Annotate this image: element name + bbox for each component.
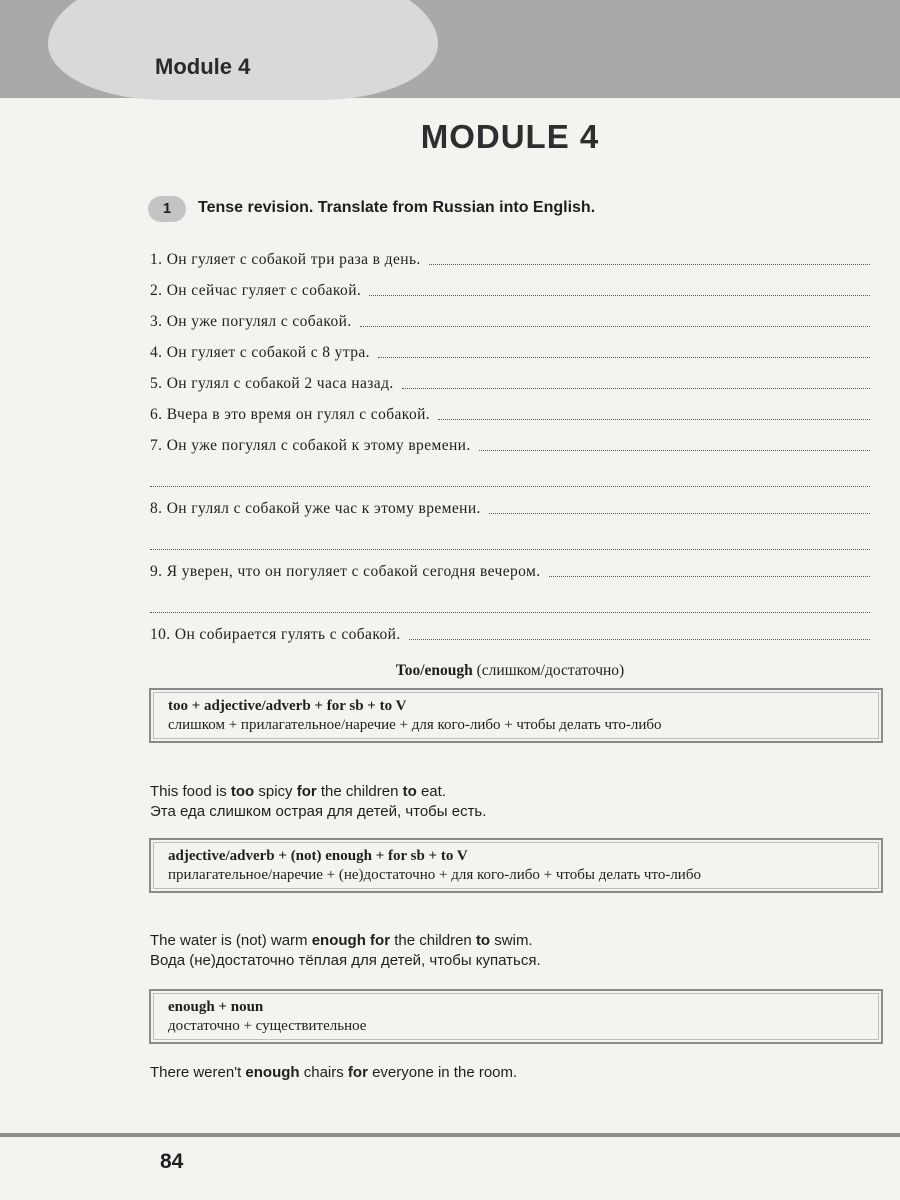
exercise-item: 8. Он гулял с собакой уже час к этому времени.: [150, 487, 870, 518]
answer-line[interactable]: [378, 357, 870, 358]
example-enough: [150, 931, 541, 971]
answer-line[interactable]: [429, 264, 870, 265]
footer-divider: [0, 1133, 900, 1137]
page-number: 84: [160, 1150, 184, 1173]
exercise-item: 1. Он гуляет с собакой три раза в день.: [150, 238, 870, 269]
answer-line[interactable]: [489, 513, 870, 514]
rule-formula: too + adjective/adverb + for sb + to V: [168, 698, 407, 714]
rule-translation: прилагательное/наречие + (не)достаточно + для кого-либо + чтобы делать что-либо: [168, 867, 701, 883]
module-label: Module 4: [155, 54, 251, 79]
answer-line-continued[interactable]: [150, 518, 870, 550]
exercise-item: 4. Он гуляет с собакой с 8 утра.: [150, 331, 870, 362]
answer-line[interactable]: [438, 419, 870, 420]
rule-translation: слишком + прилагательное/наречие + для кого-либо + чтобы делать что-либо: [168, 717, 662, 733]
exercise-item: 10. Он собирается гулять с собакой.: [150, 613, 870, 644]
rule-translation: достаточно + существительное: [168, 1018, 367, 1034]
answer-line[interactable]: [409, 639, 870, 640]
answer-line-continued[interactable]: [150, 581, 870, 613]
answer-line[interactable]: [402, 388, 870, 389]
header-decoration: [48, 0, 438, 100]
exercise-item: 7. Он уже погулял с собакой к этому времени.: [150, 424, 870, 455]
example-sentence: This food is too spicy for the children to eat.: [150, 783, 446, 800]
exercise-item: 2. Он сейчас гуляет с собакой.: [150, 269, 870, 300]
rule-box-enough-noun: [149, 989, 883, 1044]
exercise-item: 3. Он уже погулял с собакой.: [150, 300, 870, 331]
example-enough-noun: [150, 1063, 517, 1083]
exercise-item: 6. Вчера в это время он гулял с собакой.: [150, 393, 870, 424]
answer-line[interactable]: [549, 576, 870, 577]
exercise-item: 5. Он гулял с собакой 2 часа назад.: [150, 362, 870, 393]
exercise-title: Tense revision. Translate from Russian into English.: [198, 199, 596, 216]
rule-box-enough: [149, 838, 883, 893]
example-sentence: The water is (not) warm enough for the children to swim.: [150, 932, 533, 949]
exercise-item: 9. Я уверен, что он погуляет с собакой сегодня вечером.: [150, 550, 870, 581]
exercise-number-badge: 1: [148, 196, 186, 222]
answer-line[interactable]: [369, 295, 870, 296]
example-too: [150, 782, 486, 822]
grammar-title: Too/enough (слишком/достаточно): [395, 662, 625, 679]
rule-formula: adjective/adverb + (not) enough + for sb + to V: [168, 848, 468, 864]
example-sentence: There weren't enough chairs for everyone in the room.: [150, 1064, 518, 1081]
exercise-items: [150, 238, 870, 644]
rule-formula: enough + noun: [168, 999, 264, 1015]
page-header: [0, 0, 900, 98]
answer-line[interactable]: [360, 326, 870, 327]
rule-box-too: [149, 688, 883, 743]
page-title: MODULE 4: [420, 118, 600, 155]
example-translation: Вода (не)достаточно тёплая для детей, чтобы купаться.: [150, 952, 541, 969]
example-translation: Эта еда слишком острая для детей, чтобы есть.: [150, 803, 487, 820]
answer-line[interactable]: [479, 450, 870, 451]
answer-line-continued[interactable]: [150, 455, 870, 487]
